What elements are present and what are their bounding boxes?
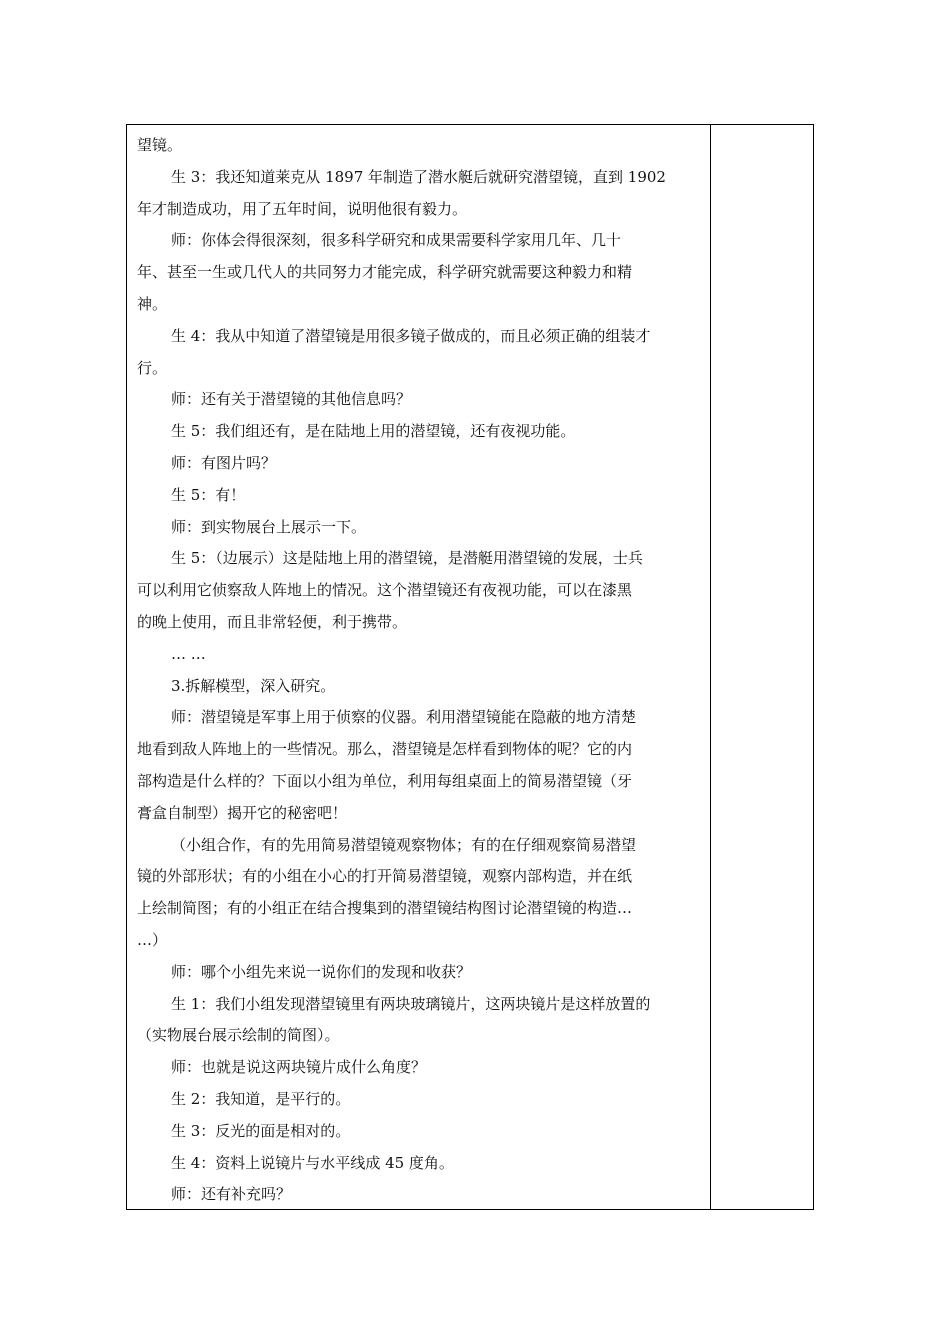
text-line: 部构造是什么样的？下面以小组为单位，利用每组桌面上的简易潜望镜（牙 bbox=[137, 771, 633, 790]
text-line: 生 2：我知道，是平行的。 bbox=[171, 1089, 351, 1108]
text-line: 可以利用它侦察敌人阵地上的情况。这个潜望镜还有夜视功能，可以在漆黑 bbox=[137, 581, 633, 600]
text-line: 师：哪个小组先来说一说你们的发现和收获？ bbox=[171, 962, 472, 981]
text-line: 生 4：我从中知道了潜望镜是用很多镜子做成的，而且必须正确的组装才 bbox=[171, 326, 651, 345]
text-line: 师：到实物展台上展示一下。 bbox=[171, 517, 367, 536]
text-line: 上绘制简图；有的小组正在结合搜集到的潜望镜结构图讨论潜望镜的构造… bbox=[137, 899, 633, 918]
text-line: 膏盒自制型）揭开它的秘密吧！ bbox=[137, 803, 348, 822]
text-line: 神。 bbox=[137, 294, 168, 313]
text-line: 生 5：（边展示）这是陆地上用的潜望镜，是潜艇用潜望镜的发展，士兵 bbox=[171, 549, 643, 568]
text-line: 生 1：我们小组发现潜望镜里有两块玻璃镜片，这两块镜片是这样放置的 bbox=[171, 994, 651, 1013]
lesson-text bbox=[137, 130, 703, 1211]
text-line: 3.拆解模型，深入研究。 bbox=[171, 676, 336, 695]
text-line: 镜的外部形状；有的小组在小心的打开简易潜望镜，观察内部构造，并在纸 bbox=[137, 867, 633, 886]
text-line: 生 3：反光的面是相对的。 bbox=[171, 1121, 351, 1140]
text-line: …） bbox=[137, 930, 168, 949]
text-line: 生 3：我还知道莱克从 1897 年制造了潜水艇后就研究潜望镜，直到 1902 bbox=[171, 167, 666, 186]
text-line: 师：潜望镜是军事上用于侦察的仪器。利用潜望镜能在隐蔽的地方清楚 bbox=[171, 708, 637, 727]
text-line: 师：还有关于潜望镜的其他信息吗？ bbox=[171, 390, 412, 409]
text-line: 望镜。 bbox=[137, 136, 183, 154]
text-line: 师：也就是说这两块镜片成什么角度？ bbox=[171, 1058, 427, 1077]
lesson-table bbox=[126, 124, 814, 1210]
notes-cell bbox=[711, 125, 813, 1209]
text-line: 年才制造成功，用了五年时间，说明他很有毅力。 bbox=[137, 199, 468, 218]
text-line: 师：有图片吗？ bbox=[171, 453, 277, 472]
text-line: 生 5：我们组还有，是在陆地上用的潜望镜，还有夜视功能。 bbox=[171, 422, 576, 441]
text-line: 地看到敌人阵地上的一些情况。那么，潜望镜是怎样看到物体的呢？它的内 bbox=[137, 740, 633, 759]
text-line: 生 4：资料上说镜片与水平线成 45 度角。 bbox=[171, 1153, 454, 1172]
text-line: 师：你体会得很深刻，很多科学研究和成果需要科学家用几年、几十 bbox=[171, 231, 622, 250]
text-line: （实物展台展示绘制的简图）。 bbox=[137, 1026, 340, 1045]
text-line: … … bbox=[171, 644, 206, 663]
text-line: 年、甚至一生或几代人的共同努力才能完成，科学研究就需要这种毅力和精 bbox=[137, 263, 633, 282]
text-line: 师：还有补充吗？ bbox=[171, 1185, 292, 1204]
text-line: 行。 bbox=[137, 358, 168, 377]
lesson-content-cell bbox=[127, 125, 711, 1209]
text-line: 生 5：有！ bbox=[171, 485, 246, 504]
text-line: 的晚上使用，而且非常轻便，利于携带。 bbox=[137, 612, 408, 631]
text-line: （小组合作，有的先用简易潜望镜观察物体；有的在仔细观察简易潜望 bbox=[171, 835, 637, 854]
